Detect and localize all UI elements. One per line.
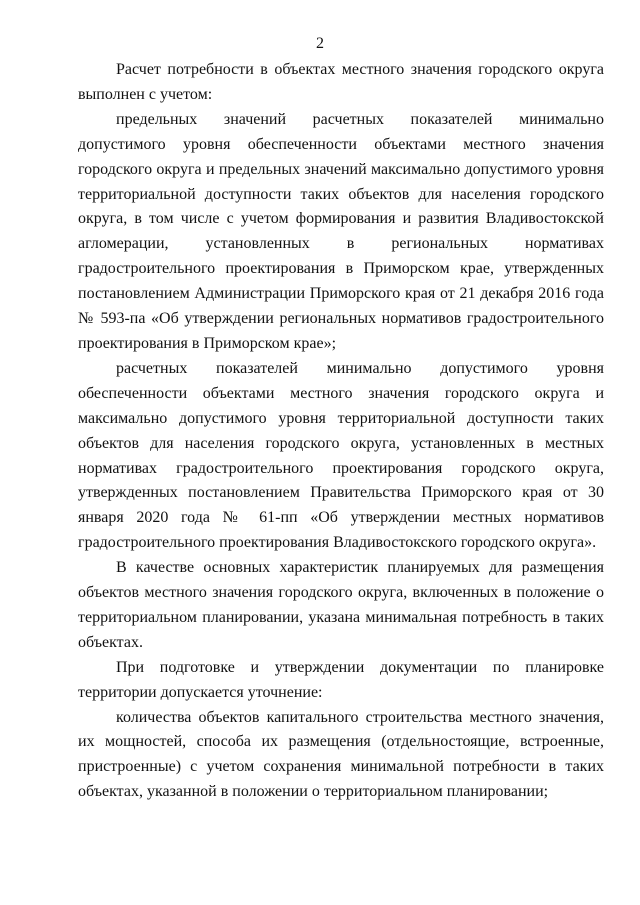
paragraph-main-characteristics: В качестве основных характеристик планируемых для размещения объектов местного значения городского округа, включенных в положение о территориальном планировании, указана минимальная потребность в таких объектах. [78, 559, 604, 651]
paragraph-object-quantity: количества объектов капитального строительства местного значения, их мощностей, способа их размещения (отдельностоящие, встроенные, пристроенные) с учетом сохранения минимальной потребности в таких объектах, указанной в положении о территориальном планировании; [78, 708, 604, 801]
paragraph-regional-standards: предельных значений расчетных показателей минимально допустимого уровня обеспеченности объектами местного значения городского округа и предельных значений максимально допустимого уровня территориальной доступности таких объектов для населения городского округа, в том числе с учетом формирования и развития Владивостокской агломерации, установленных в региональных нормативах градостроительного проектирования в Приморском крае, утвержденных постановлением Администрации Приморского края от 21 декабря 2016 года № 593-па «Об утверждении региональных нормативов градостроительного проектирования в Приморском крае»; [78, 110, 604, 352]
document-body [78, 58, 604, 805]
paragraph-planning-documentation: При подготовке и утверждении документации по планировке территории допускается уточнение: [78, 658, 604, 701]
paragraph-calculation-basis: Расчет потребности в объектах местного значения городского округа выполнен с учетом: [78, 61, 604, 103]
paragraph-local-standards: расчетных показателей минимально допустимого уровня обеспеченности объектами местного значения городского округа и максимально допустимого уровня территориальной доступности таких объектов для населения городского округа, установленных в местных нормативах градостроительного проектирования городского округа, утвержденных постановлением Правительства Приморского края от 30 января 2020 года № 61-пп «Об утверждении местных нормативов градостроительного проектирования Владивостокского городского округа». [78, 359, 604, 552]
page-number: 2 [316, 35, 324, 52]
